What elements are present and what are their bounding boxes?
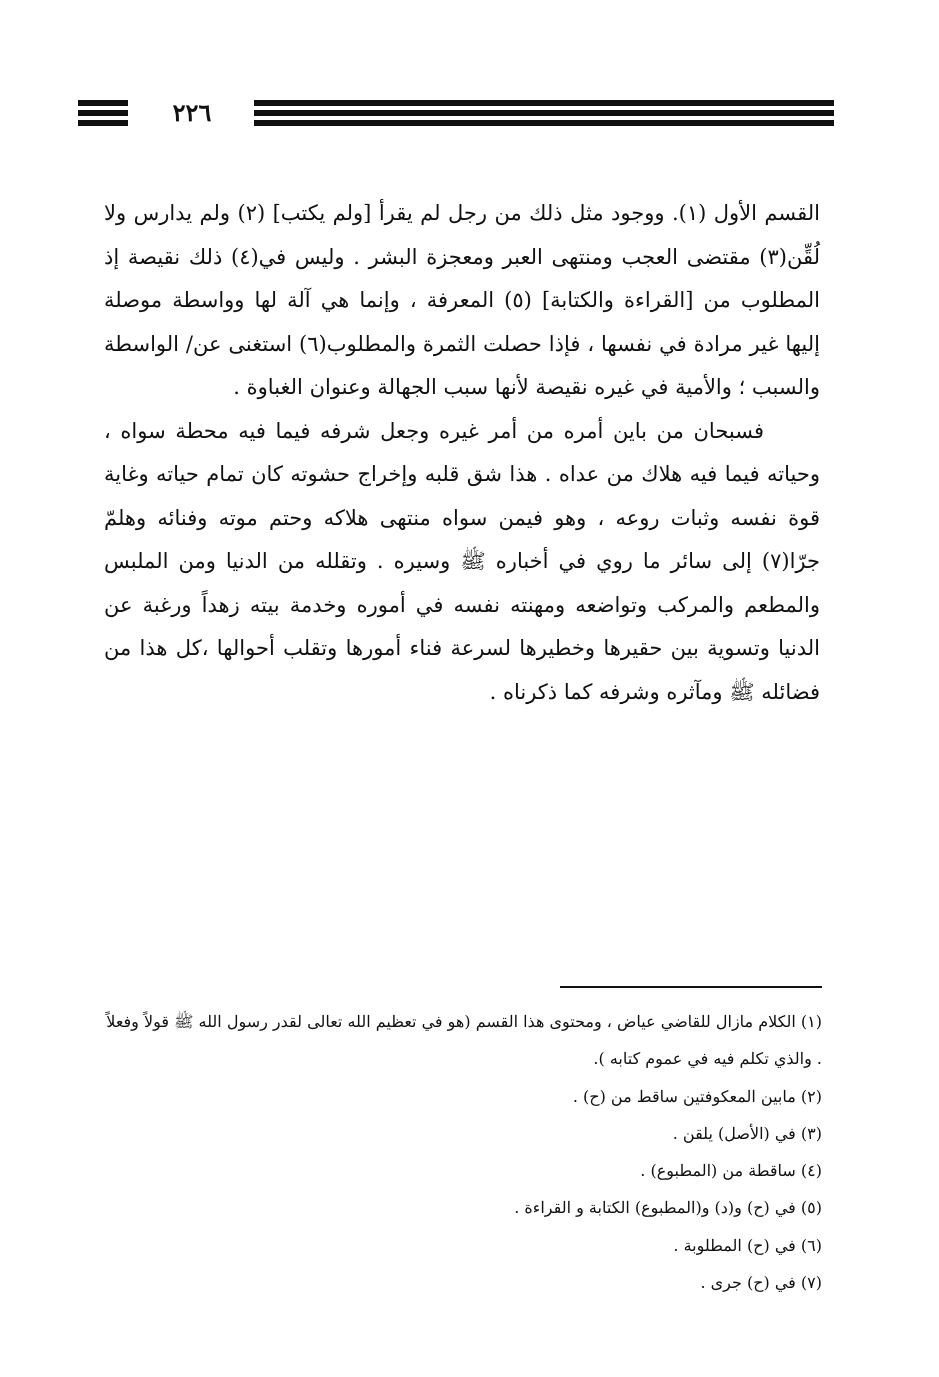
- footnote: (٤) ساقطة من (المطبوع) .: [640, 1161, 822, 1181]
- header-rule: [254, 110, 834, 116]
- footnote: (٥) في (ح) و(د) و(المطبوع) الكتابة و القراءة .: [514, 1198, 822, 1218]
- header-rule: [254, 120, 834, 126]
- footnote: (٧) في (ح) جرى .: [700, 1273, 822, 1293]
- page-number: ٢٢٦: [172, 98, 212, 127]
- page-header: [78, 96, 834, 128]
- header-rule: [78, 100, 128, 106]
- footnote: (١) الكلام مازال للقاضي عياض ، ومحتوى هذا القسم (هو في تعظيم الله تعالى لقدر رسول الله ﷺ قولاً وفعلاً . والذي تكلم فيه في عموم كتابه ).: [106, 1012, 822, 1069]
- footnote: (٣) في (الأصل) يلقن .: [672, 1123, 822, 1143]
- footnote-separator: [560, 986, 822, 988]
- footnote: (٦) في (ح) المطلوبة .: [673, 1235, 822, 1255]
- footnotes: [104, 1003, 822, 1301]
- footnote: (٢) مابين المعكوفتين ساقط من (ح) .: [572, 1086, 822, 1106]
- header-rule: [78, 110, 128, 116]
- paragraph: فسبحان من باين أمره من أمر غيره وجعل شرفه فيما فيه محطة سواه ، وحياته فيما فيه هلاك من عداه . هذا شق قلبه وإخراج حشوته كان تمام حياته وغاية قوة نفسه وثبات روعه ، وهو فيمن سواه منتهى هلاكه وحتم موته وفنائه وهلمّ جرّا(٧) إلى سائر ما روي في أخباره ﷺ وسيره . وتقلله من الدنيا ومن الملبس والمطعم والمركب وتواضعه ومهنته نفسه في أموره وخدمة بيته زهداً ورغبة عن الدنيا وتسوية بين حقيرها وخطيرها لسرعة فناء أمورها وتقلب أحوالها ،كل هذا من فضائله ﷺ ومآثره وشرفه كما ذكرناه .: [104, 418, 820, 704]
- main-text: [104, 192, 820, 714]
- paragraph: القسم الأول (١). ووجود مثل ذلك من رجل لم يقرأ [ولم يكتب] (٢) ولم يدارس ولا لُقِّن(٣) مقتضى العجب ومنتهى العبر ومعجزة البشر . وليس في(٤) ذلك نقيصة إذ المطلوب من [القراءة والكتابة] (٥) المعرفة ، وإنما هي آلة لها وواسطة موصلة إليها غير مرادة في نفسها ، فإذا حصلت الثمرة والمطلوب(٦) استغنى عن/ الواسطة والسبب ؛ والأمية في غيره نقيصة لأنها سبب الجهالة وعنوان الغباوة .: [104, 201, 821, 399]
- header-rule: [78, 120, 128, 126]
- header-rule: [254, 100, 834, 106]
